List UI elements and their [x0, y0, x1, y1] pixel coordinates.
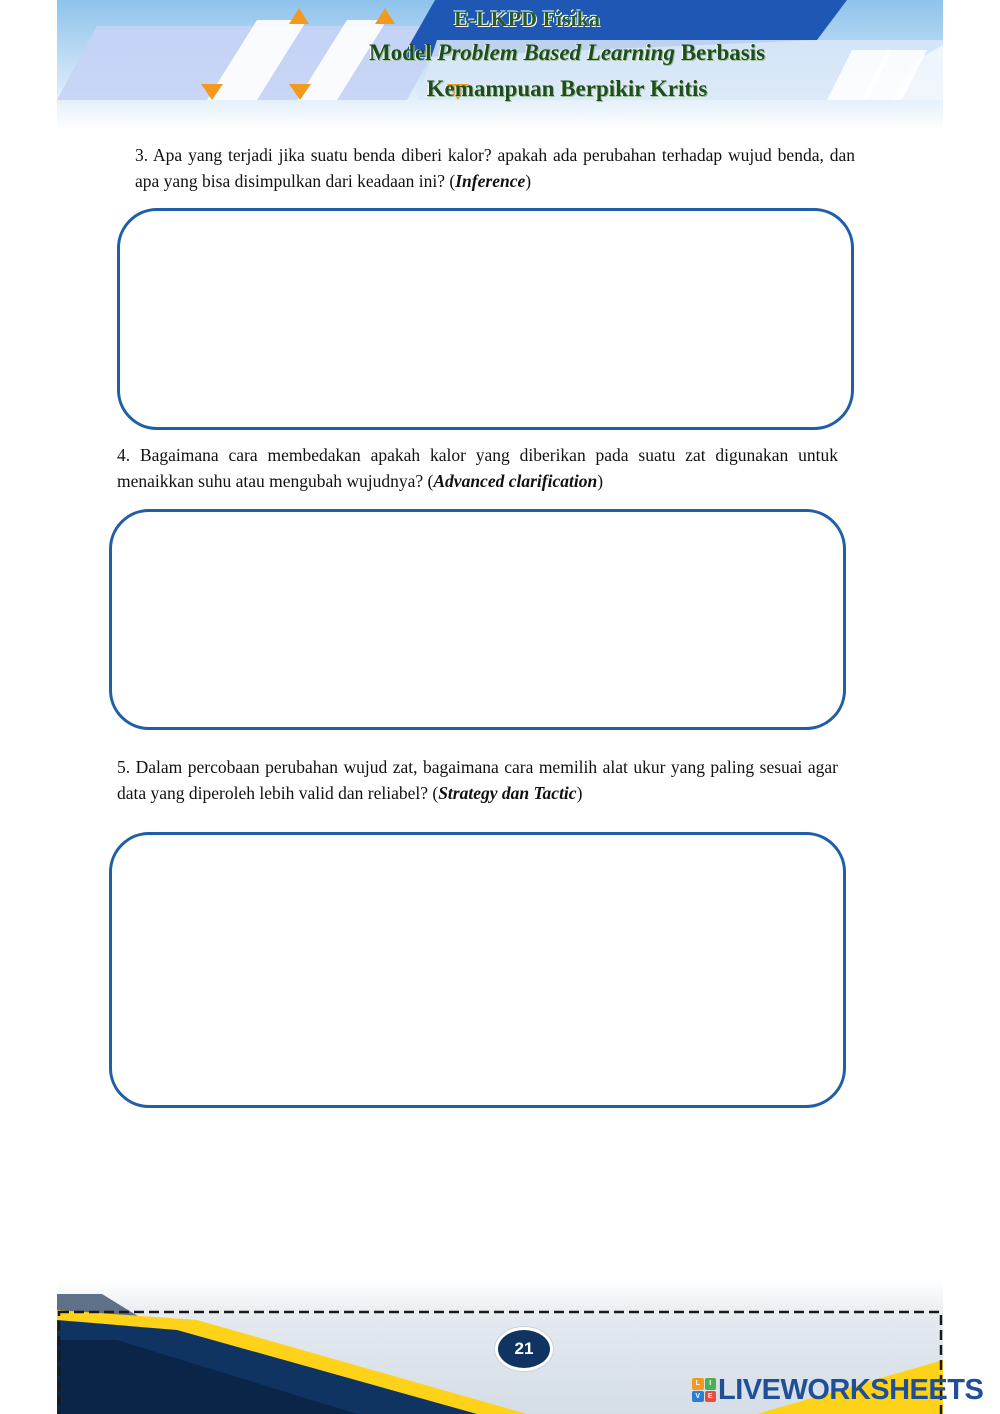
logo-letter: V	[692, 1391, 704, 1403]
answer-box-5[interactable]	[109, 832, 846, 1108]
question-3-skill: Inference	[455, 171, 526, 191]
liveworksheets-brand	[692, 1374, 983, 1406]
subtitle-suffix: Berbasis	[674, 40, 766, 65]
subtitle-italic: Problem Based Learning	[437, 40, 675, 65]
question-5	[117, 754, 838, 806]
question-4-text: 4. Bagaimana cara membedakan apakah kalor yang diberikan pada suatu zat digunakan untuk menaikkan suhu atau mengubah wujudnya? (	[117, 445, 838, 491]
answer-box-4[interactable]	[109, 509, 846, 730]
worksheet-subtitle-line2: Kemampuan Berpikir Kritis	[426, 76, 708, 101]
subtitle-prefix: Model	[368, 40, 438, 65]
logo-letter: E	[705, 1391, 717, 1403]
question-4	[117, 442, 838, 494]
question-5-skill: Strategy dan Tactic	[438, 783, 577, 803]
question-5-closing: )	[576, 783, 583, 803]
liveworksheets-logo-icon	[692, 1378, 716, 1402]
question-3-closing: )	[525, 171, 532, 191]
question-4-skill: Advanced clarification	[433, 471, 598, 491]
question-4-closing: )	[597, 471, 604, 491]
worksheet-title: E-LKPD Fisika	[453, 6, 601, 31]
page-header	[57, 0, 943, 130]
question-5-text: 5. Dalam percobaan perubahan wujud zat, bagaimana cara memilih alat ukur yang paling sesuai agar data yang diperoleh lebih valid dan reliabel? (	[117, 757, 838, 803]
brand-name: LIVEWORKSHEETS	[718, 1373, 984, 1406]
logo-letter: I	[705, 1378, 717, 1390]
question-3	[135, 142, 855, 194]
answer-box-3[interactable]	[117, 208, 854, 430]
logo-letter: L	[692, 1378, 704, 1390]
page-number-badge: 21	[495, 1327, 553, 1371]
worksheet-subtitle	[217, 40, 917, 66]
question-3-text: 3. Apa yang terjadi jika suatu benda diberi kalor? apakah ada perubahan terhadap wujud benda, dan apa yang bisa disimpulkan dari keadaan ini? (	[135, 145, 855, 191]
